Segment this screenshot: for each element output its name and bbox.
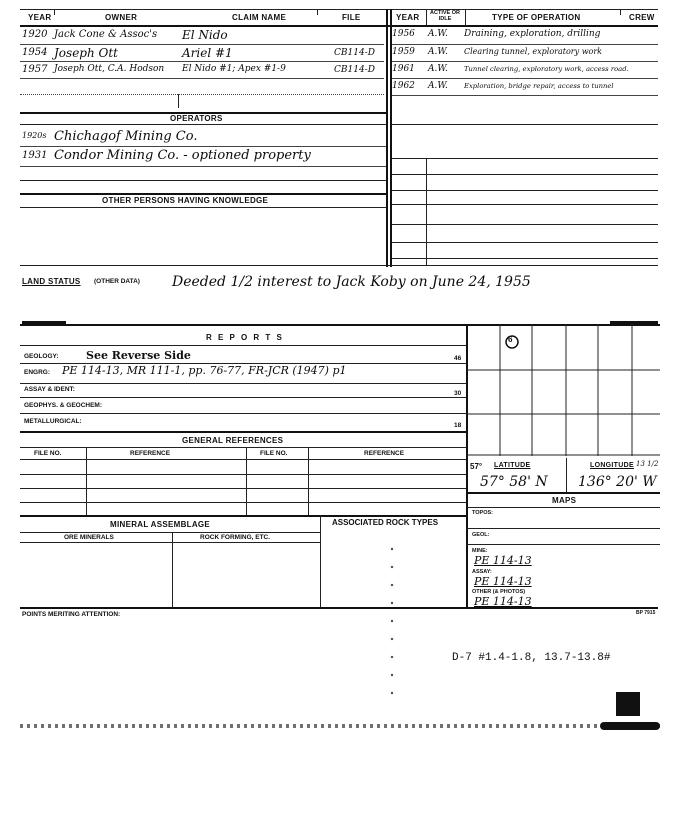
scan-noise-band — [20, 724, 660, 728]
scan-smudge-1 — [22, 321, 66, 326]
operation-3-type: Tunnel clearing, exploratory work, access road. — [464, 65, 629, 73]
operators-heading: OPERATORS — [170, 114, 223, 123]
scan-smudge-3 — [600, 722, 660, 730]
owner-row-2 — [22, 45, 384, 61]
owner-2-claim: Ariel #1 — [182, 46, 233, 60]
operator-1-year: 1920s — [22, 131, 47, 140]
header-crew: CREW — [629, 13, 655, 22]
reports-num-18: 18 — [454, 422, 462, 429]
owner-1-name: Jack Cone & Assoc's — [54, 29, 158, 40]
operation-3-status: A.W. — [428, 64, 448, 74]
reports-num-30: 30 — [454, 390, 462, 397]
header-year-2: YEAR — [396, 13, 420, 22]
operator-row-2 — [22, 147, 384, 165]
owner-2-name: Joseph Ott — [54, 46, 119, 60]
land-status-sublabel: (OTHER DATA) — [94, 278, 140, 285]
genref-reference-2: REFERENCE — [364, 450, 405, 457]
long-suffix: 13 1/2 — [636, 460, 659, 468]
operation-3-year: 1961 — [392, 64, 415, 74]
header-claim-name: CLAIM NAME — [232, 13, 287, 22]
operator-1-text: Chichagof Mining Co. — [54, 129, 198, 144]
geology-value: See Reverse Side — [86, 349, 191, 362]
genref-file-no: FILE NO. — [34, 450, 62, 457]
geol-label: GEOL: — [472, 532, 490, 538]
land-status-label: LAND STATUS — [22, 277, 81, 286]
header-year: YEAR — [28, 13, 52, 22]
operation-2-year: 1959 — [392, 47, 415, 57]
operation-row-3 — [392, 62, 660, 78]
metallurgical-label: METALLURGICAL: — [24, 418, 82, 425]
mine-value: PE 114-13 — [474, 554, 532, 567]
other-photos-label: OTHER (& PHOTOS) — [472, 589, 526, 595]
lat-prefix: 57° — [470, 462, 483, 471]
operation-2-status: A.W. — [428, 47, 448, 57]
genref-file-no-2: FILE NO. — [260, 450, 288, 457]
other-value: PE 114-13 — [474, 595, 532, 608]
operation-1-status: A.W. — [428, 29, 448, 39]
operation-1-year: 1956 — [392, 29, 415, 39]
owner-row-1 — [22, 27, 384, 43]
operation-4-year: 1962 — [392, 81, 415, 91]
longitude-value: 136° 20' W — [578, 474, 657, 490]
engrg-label: ENGRG: — [24, 369, 50, 376]
other-persons-heading: OTHER PERSONS HAVING KNOWLEDGE — [102, 196, 269, 205]
operation-4-type: Exploration, bridge repair, access to tunnel — [464, 82, 614, 90]
operation-row-4 — [392, 79, 660, 95]
form-number: BP 7915 — [636, 610, 656, 616]
associated-rock-types: ASSOCIATED ROCK TYPES — [331, 518, 439, 527]
owner-3-name: Joseph Ott, C.A. Hodson — [54, 64, 165, 74]
longitude-label: LONGITUDE — [590, 462, 634, 469]
reports-num-46: 46 — [454, 355, 462, 362]
location-grid — [466, 324, 660, 456]
registration-mark — [616, 692, 640, 716]
operation-1-type: Draining, exploration, drilling — [464, 29, 601, 39]
mine-label: MINE: — [472, 548, 488, 554]
genref-reference: REFERENCE — [130, 450, 171, 457]
operator-row-1 — [22, 128, 384, 146]
ore-minerals-label: ORE MINERALS — [64, 534, 114, 541]
owner-2-year: 1954 — [22, 47, 48, 58]
operation-row-2 — [392, 45, 660, 61]
geophys-geochem-label: GEOPHYS. & GEOCHEM: — [24, 402, 103, 409]
land-status-text: Deeded 1/2 interest to Jack Koby on June 24, 1955 — [172, 274, 531, 290]
owner-3-claim: El Nido #1; Apex #1-9 — [182, 64, 286, 74]
owner-3-year: 1957 — [22, 64, 48, 75]
latitude-value: 57° 58' N — [480, 474, 548, 490]
geology-label: GEOLOGY: — [24, 353, 59, 360]
assay-label: ASSAY: — [472, 569, 492, 575]
operator-2-year: 1931 — [22, 150, 48, 161]
assoc-dot-column — [372, 540, 412, 700]
owner-1-claim: El Nido — [182, 28, 228, 42]
engrg-value: PE 114-13, MR 111-1, pp. 76-77, FR-JCR (1947) p1 — [62, 364, 347, 377]
owner-row-3 — [22, 62, 384, 78]
operation-4-status: A.W. — [428, 81, 448, 91]
rock-forming-label: ROCK FORMING, ETC. — [200, 534, 271, 541]
owner-3-file: CB114-D — [334, 65, 375, 75]
points-meriting-label: POINTS MERITING ATTENTION: — [22, 611, 121, 618]
land-status-row — [22, 272, 662, 294]
header-type-operation: TYPE OF OPERATION — [492, 13, 581, 22]
header-owner: OWNER — [105, 13, 138, 22]
header-active-idle: ACTIVE OR IDLE — [430, 10, 460, 22]
grid-mark-value: 6 — [508, 335, 513, 344]
assay-value: PE 114-13 — [474, 575, 532, 588]
assay-ident-label: ASSAY & IDENT: — [24, 386, 75, 393]
topos-label: TOPOS: — [472, 510, 493, 516]
owner-2-file: CB114-D — [334, 48, 375, 58]
maps-heading: MAPS — [552, 496, 577, 505]
operator-2-text: Condor Mining Co. - optioned property — [54, 148, 311, 163]
general-references-heading: GENERAL REFERENCES — [182, 436, 284, 445]
reports-heading: R E P O R T S — [206, 333, 284, 342]
latitude-label: LATITUDE — [494, 462, 531, 469]
operation-row-1 — [392, 27, 660, 43]
typed-note: D-7 #1.4-1.8, 13.7-13.8# — [452, 652, 611, 664]
header-file: FILE — [342, 13, 361, 22]
owner-1-year: 1920 — [22, 29, 48, 40]
operation-2-type: Clearing tunnel, exploratory work — [464, 47, 603, 56]
mineral-assemblage-heading: MINERAL ASSEMBLAGE — [110, 520, 211, 529]
